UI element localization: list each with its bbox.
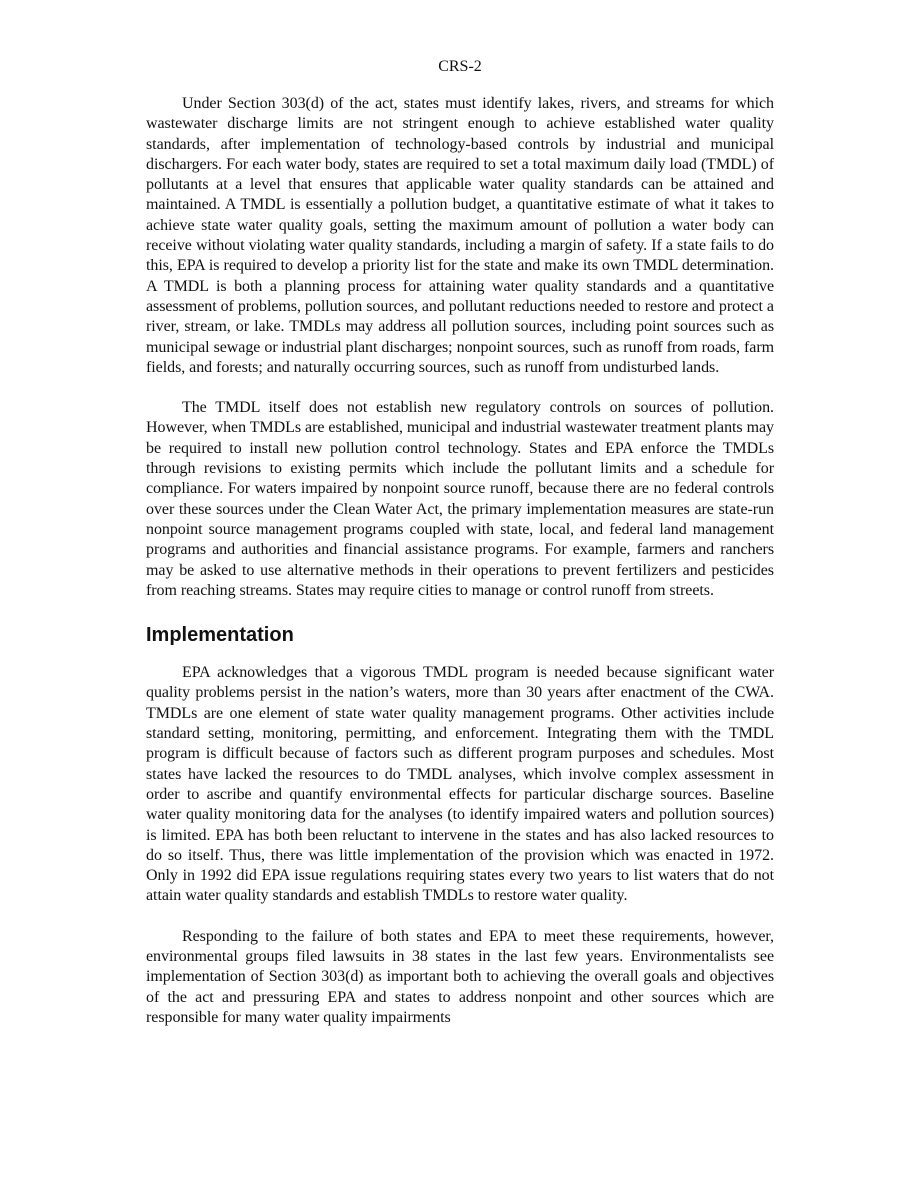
paragraph-tmdl-regulatory: The TMDL itself does not establish new regulatory controls on sources of pollution. However, when TMDLs are established, municipal and industrial wastewater treatment plants may be required to install new pollution control technology. States and EPA enforce the TMDLs through revisions to existing permits which include the pollutant limits and a schedule for compliance. For waters impaired by nonpoint source runoff, because there are no federal controls over these sources under the Clean Water Act, the primary implementation measures are state-run nonpoint source management programs coupled with state, local, and federal land management programs and authorities and financial assistance programs. For example, farmers and ranchers may be asked to use alternative methods in their operations to prevent fertilizers and pesticides from reaching streams. States may require cities to manage or control runoff from streets. bbox=[146, 399, 774, 599]
paragraph-lawsuits: Responding to the failure of both states and EPA to meet these requirements, however, environmental groups filed lawsuits in 38 states in the last few years. Environmentalists see implementation of Section 303(d) as important both to achieving the overall goals and objectives of the act and pressuring EPA and states to address nonpoint and other sources which are responsible for many water quality impairments bbox=[146, 927, 774, 1026]
page-header-label: CRS-2 bbox=[438, 58, 482, 75]
paragraph-section-303d: Under Section 303(d) of the act, states must identify lakes, rivers, and streams for which wastewater discharge limits are not stringent enough to achieve established water quality standards, after implementation of technology-based controls by industrial and municipal dischargers. For each water body, states are required to set a total maximum daily load (TMDL) of pollutants at a level that ensures that applicable water quality standards can be attained and maintained. A TMDL is essentially a pollution budget, a quantitative estimate of what it takes to achieve state water quality goals, setting the maximum amount of pollution a water body can receive without violating water quality standards, including a margin of safety. If a state fails to do this, EPA is required to develop a priority list for the state and make its own TMDL determination. A TMDL is both a planning process for attaining water quality standards and a quantitative assessment of problems, pollution sources, and pollutant reductions needed to restore and protect a river, stream, or lake. TMDLs may address all pollution sources, including point sources such as municipal sewage or industrial plant discharges; nonpoint sources, such as runoff from roads, farm fields, and forests; and naturally occurring sources, such as runoff from undisturbed lands. bbox=[146, 95, 774, 376]
section-heading-implementation: Implementation bbox=[146, 624, 294, 647]
document-body bbox=[146, 94, 774, 1028]
paragraph-epa-acknowledges: EPA acknowledges that a vigorous TMDL program is needed because significant water quality problems persist in the nation’s waters, more than 30 years after enactment of the CWA. TMDLs are one element of state water quality management programs. Other activities include standard setting, monitoring, permitting, and enforcement. Integrating them with the TMDL program is difficult because of factors such as different program purposes and schedules. Most states have lacked the resources to do TMDL analyses, which involve complex assessment in order to ascribe and quantify environmental effects for particular discharge sources. Baseline water quality monitoring data for the analyses (to identify impaired waters and pollution sources) is limited. EPA has both been reluctant to intervene in the states and has also lacked resources to do so itself. Thus, there was little implementation of the provision which was enacted in 1972. Only in 1992 did EPA issue regulations requiring states every two years to list waters that do not attain water quality standards and establish TMDLs to restore water quality. bbox=[146, 664, 774, 905]
